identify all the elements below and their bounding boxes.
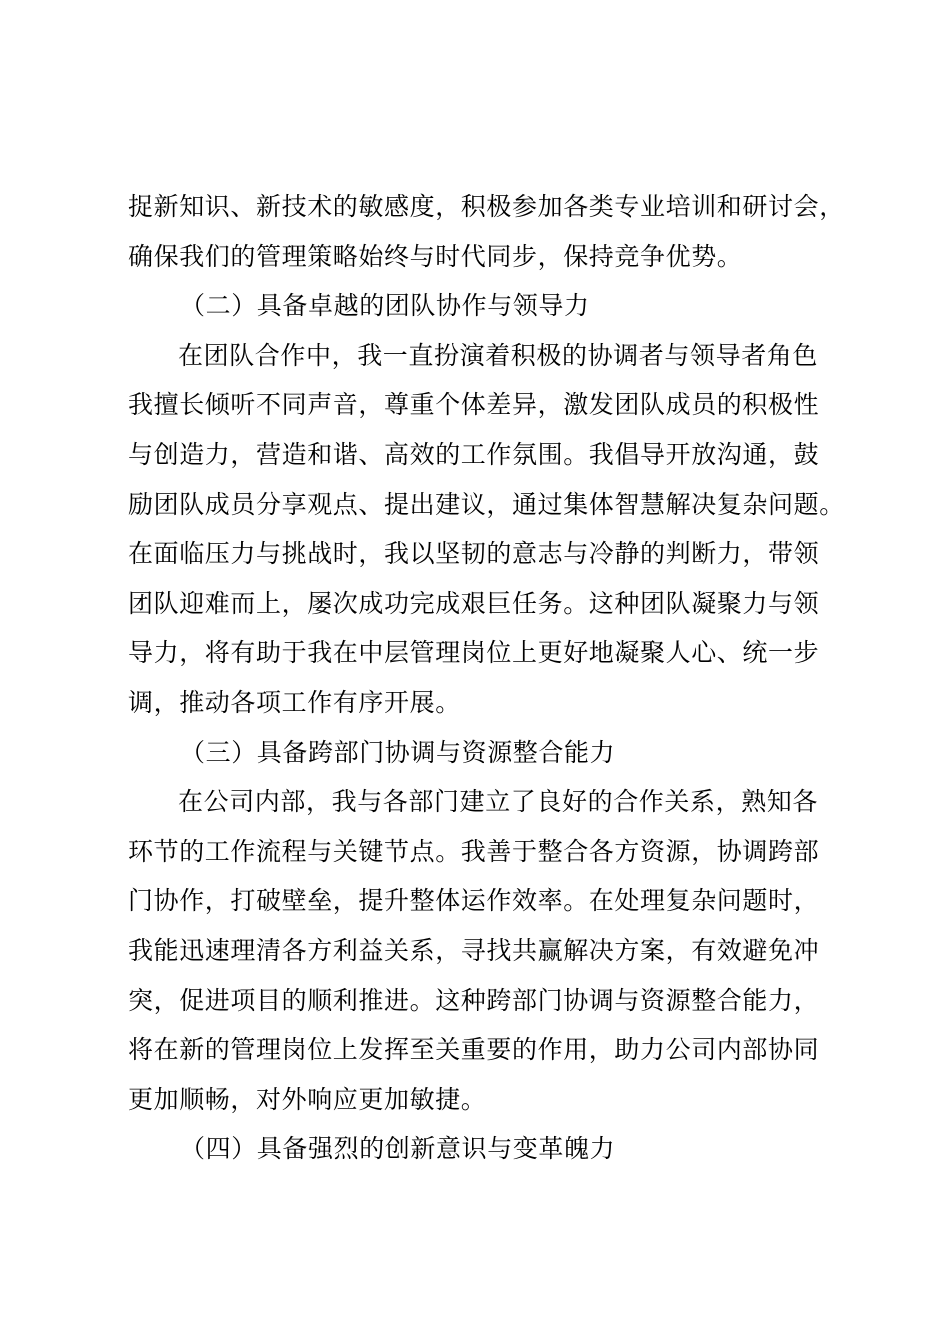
- paragraph-line: 更加顺畅，对外响应更加敏捷。: [128, 1084, 487, 1114]
- paragraph-line: 与创造力，营造和谐、高效的工作氛围。我倡导开放沟通，鼓: [128, 439, 820, 469]
- paragraph-line: 在公司内部，我与各部门建立了良好的合作关系，熟知各: [178, 787, 819, 817]
- paragraph-line: 确保我们的管理策略始终与时代同步，保持竞争优势。: [128, 241, 743, 271]
- section-heading: （三）具备跨部门协调与资源整合能力: [180, 737, 616, 767]
- paragraph-line: 团队迎难而上，屡次成功完成艰巨任务。这种团队凝聚力与领: [128, 588, 820, 618]
- paragraph-line: 突，促进项目的顺利推进。这种跨部门协调与资源整合能力，: [128, 985, 820, 1015]
- paragraph-line: 捉新知识、新技术的敏感度，积极参加各类专业培训和研讨会，: [128, 192, 845, 221]
- paragraph-line: 导力，将有助于我在中层管理岗位上更好地凝聚人心、统一步: [128, 638, 820, 668]
- document-text: [128, 182, 850, 1174]
- section-heading: （二）具备卓越的团队协作与领导力: [180, 291, 590, 321]
- paragraph-line: 我擅长倾听不同声音，尊重个体差异，激发团队成员的积极性: [128, 390, 820, 420]
- paragraph-line: 励团队成员分享观点、提出建议，通过集体智慧解决复杂问题。: [128, 489, 845, 519]
- paragraph-line: 在面临压力与挑战时，我以坚韧的意志与冷静的判断力，带领: [128, 539, 820, 569]
- paragraph-line: 调，推动各项工作有序开展。: [128, 687, 461, 717]
- paragraph-line: 将在新的管理岗位上发挥至关重要的作用，助力公司内部协同: [128, 1035, 820, 1065]
- paragraph-line: 门协作，打破壁垒，提升整体运作效率。在处理复杂问题时，: [128, 886, 820, 916]
- section-heading: （四）具备强烈的创新意识与变革魄力: [180, 1134, 616, 1164]
- paragraph-line: 我能迅速理清各方利益关系，寻找共赢解决方案，有效避免冲: [128, 935, 820, 965]
- paragraph-line: 在团队合作中，我一直扮演着积极的协调者与领导者角色: [178, 340, 819, 370]
- paragraph-line: 环节的工作流程与关键节点。我善于整合各方资源，协调跨部: [128, 836, 820, 866]
